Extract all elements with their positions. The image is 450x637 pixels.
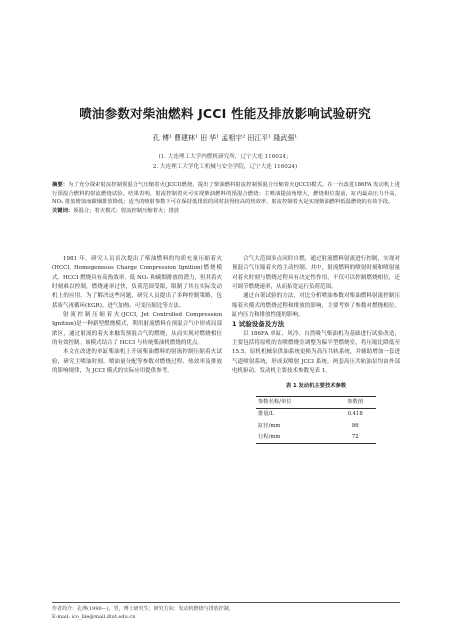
keywords-text: 预混合；着火模式；射流控制压缩着火；排放 bbox=[73, 207, 180, 214]
table-header-row bbox=[256, 396, 376, 408]
keywords-label: 关键词： bbox=[52, 207, 74, 214]
paper-title: 喷油参数对柴油燃料 JCCI 性能及排放影响试验研究 bbox=[79, 106, 371, 121]
footnote-author-info: 作者简介：孔博(1990—)，男，博士研究生；研究方向：发动机燃烧与排放控制。 bbox=[52, 606, 234, 612]
left-column bbox=[52, 255, 222, 376]
table-cell: 0.418 bbox=[347, 411, 363, 418]
table-row bbox=[256, 409, 376, 421]
table-cell: 86 bbox=[351, 422, 359, 429]
body-paragraph: 本文在改进的单缸柴油机上开展柴油燃料的射流控制压缩着火试验，研究主喷油时刻、喷油量分配等参数对燃烧过程、热效率及排放的影响规律，为 JCCI 模式的实际应用提供参考。 bbox=[52, 349, 222, 375]
abstract bbox=[52, 181, 400, 215]
parameters-table bbox=[256, 396, 376, 444]
table-header-cell: 参数名称/单位 bbox=[256, 396, 334, 408]
table-cell: 缸径/mm bbox=[258, 422, 281, 429]
right-column bbox=[232, 255, 400, 444]
author-list: 孔 博¹ 曹建林¹ 田 华¹ 孟相宇² 田江平¹ 隆武强¹ bbox=[152, 134, 298, 142]
table-cell: 72 bbox=[334, 432, 376, 444]
footnote-email: E-mail: ico_lile@mail.dlut.edu.cn bbox=[52, 614, 136, 620]
body-paragraph: 1981 年，研究人员首次提出了柴油燃料的均质充量压缩着火(HCCI, Homogeneous Charge Compression Ignition)燃烧模式。HCCI 燃烧具有高热效率、低 NOₓ 和碳烟排放的潜力，但其着火时刻难以控制，燃烧速率过快，负荷范围受限，限制了其在实际发动机上的应用。为了解决这些问题，研究人员提出了多种控制策略，包括废气再循环(EGR)、进气加热、可变压缩比等方法。 bbox=[52, 256, 222, 309]
table-row bbox=[256, 421, 376, 432]
table-header-cell: 参数值 bbox=[334, 396, 376, 408]
section-heading: 1 试验设备及方法 bbox=[232, 320, 285, 329]
abstract-label: 摘要： bbox=[52, 182, 69, 188]
affiliation-2: 2. 大连理工大学化工机械与安全学院，辽宁大连 116024) bbox=[152, 164, 298, 170]
body-paragraph: 以 186FA 单缸、风冷、自然吸气柴油机为基础进行试验改造，主要包括将原机的直喷燃烧室调整为偏平型燃烧室，将压缩比降低至 15.5，原机机械泵供油系统更换为高压共轨系统，并辅助增加一套进气道喷射系统，形成双喷射 JCCI 系统。两套高压共轨油泵均由外部电机驱动。发动机主要技术参数见表 1。 bbox=[232, 330, 400, 375]
author-footnote bbox=[52, 602, 400, 621]
table-cell: 排量/L bbox=[258, 411, 274, 418]
body-paragraph: 合气大范围多点同时自燃，通过射流燃料射流进行控制，实现对预混合气压缩着火的主动控制。其中，射流燃料的喷射时刻和喷射量对着火时刻与燃烧过程具有决定性作用，不仅可以控制燃烧相位，还可调节燃烧速率，从而拓宽运行负荷范围。 bbox=[232, 256, 400, 291]
affiliation-1: (1. 大连理工大学内燃机研究所，辽宁大连 116024； bbox=[158, 154, 292, 160]
table-caption: 表 1 发动机主要技术参数 bbox=[285, 383, 347, 390]
table-row bbox=[256, 432, 376, 444]
body-paragraph: 射流控制压缩着火(JCCI, Jet Controlled Compression Ignition)是一种新型燃烧模式，利用射流燃料在预混合气中形成局部浓区，通过射流的着火来触发预混合气的燃烧，从而实现对燃烧相位的有效控制。该模式结合了 HCCI 与传统柴油机燃烧的优点。 bbox=[52, 312, 222, 347]
table-cell: 行程/mm bbox=[256, 432, 334, 444]
body-paragraph: 通过台架试验的方法，对比分析喷油参数对柴油燃料射流控制压缩着火模式的燃烧过程和排放的影响，主要考察了参数对燃烧相位、缸内压力和排放性能的影响。 bbox=[232, 293, 400, 319]
abstract-text: 为了充分探索射流控制预混合气压缩着火(JCCI)燃烧，提出了柴油燃料射流控制预混合压缩着火(JCCI)模式。在一台改进186FA 发动机上进行预混合燃料的射流燃烧试验。结果表明，射流控制着火可实现柴油燃料的预混合燃烧；主喷油提前角增大，燃烧相位提前，缸内最高压力升高，NOₓ 排放增加而碳烟排放降低；适当的喷射参数下可在保持低排放的同时获得较高的热效率，射流控制着火是实现柴油燃料低温燃烧的有效手段。 bbox=[52, 182, 400, 206]
